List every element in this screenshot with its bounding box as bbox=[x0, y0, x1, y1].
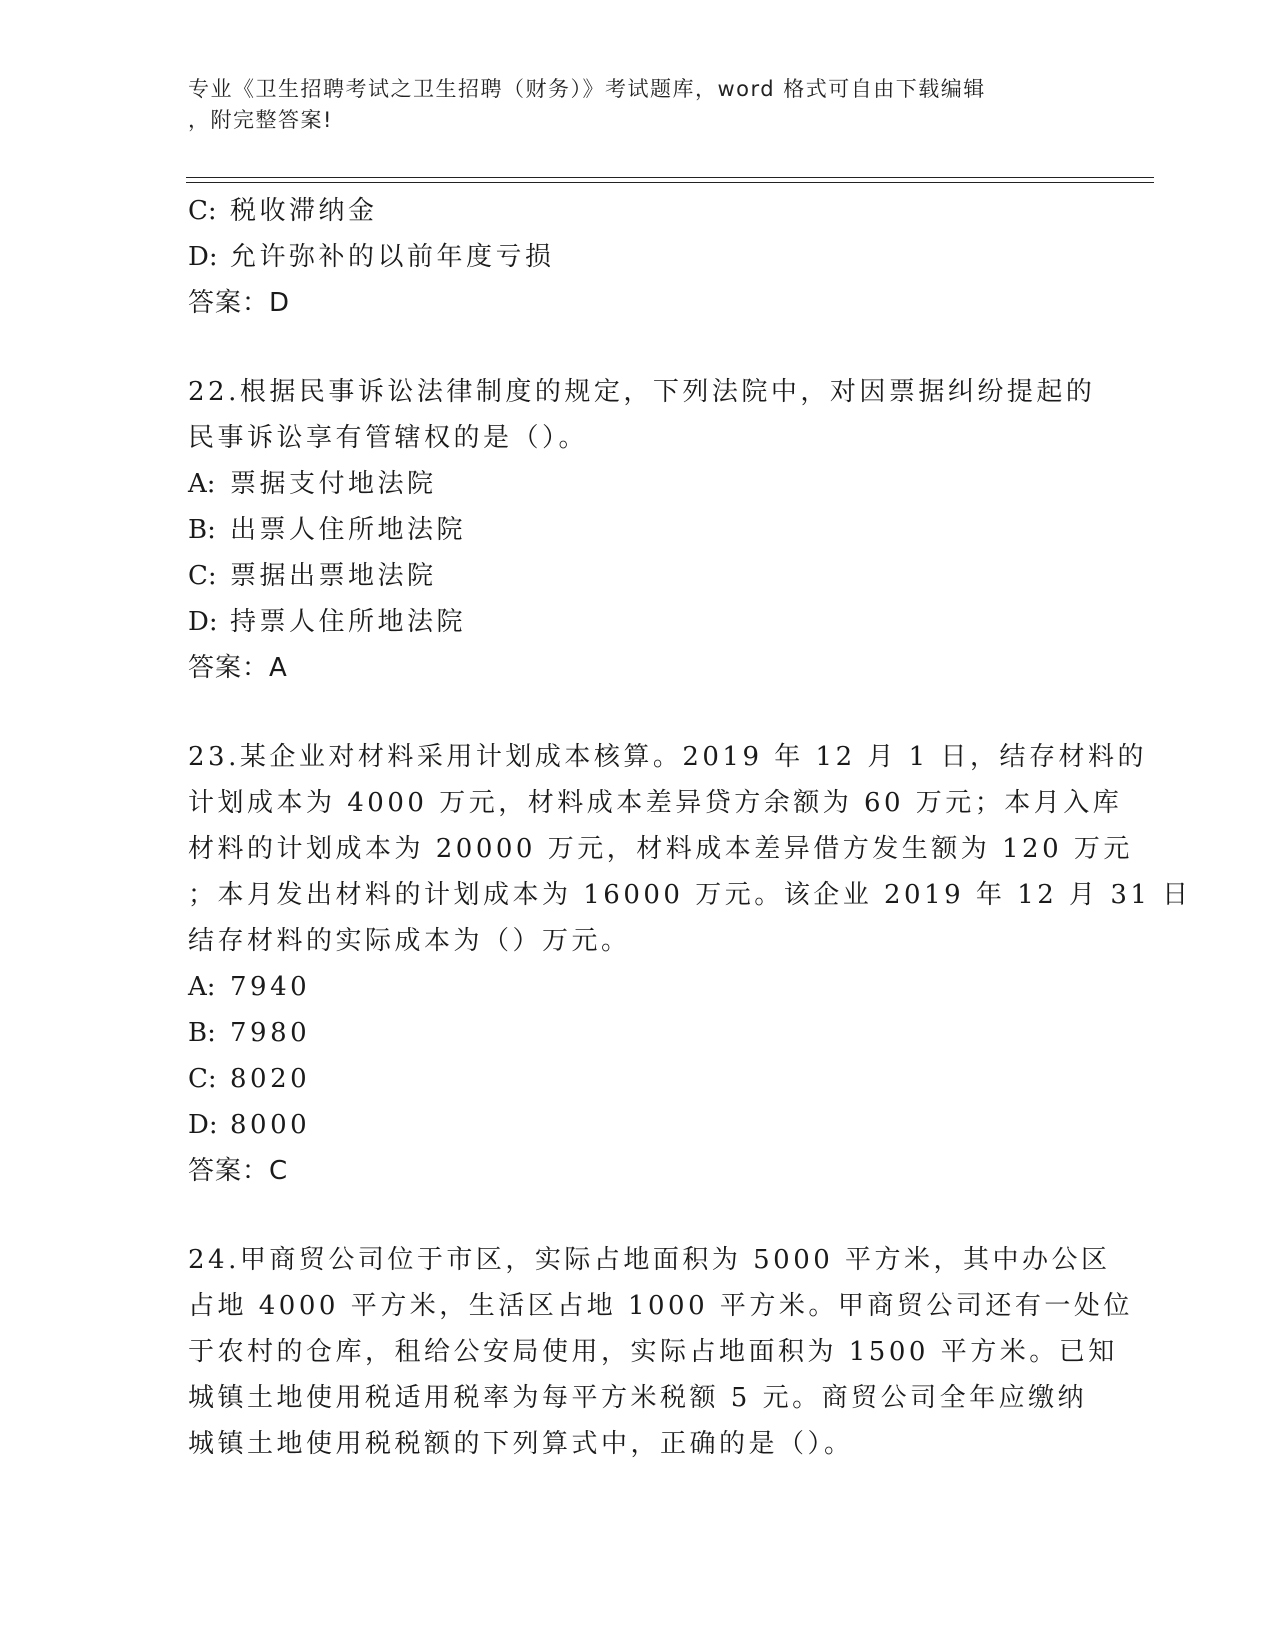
option-label: C: bbox=[188, 1064, 217, 1094]
option-text: 8020 bbox=[230, 1064, 311, 1094]
question-text-line: 于农村的仓库，租给公安局使用，实际占地面积为 1500 平方米。已知 bbox=[188, 1337, 1118, 1367]
option-text: 票据出票地法院 bbox=[230, 561, 437, 591]
answer-line: 答案：D bbox=[188, 288, 291, 318]
option-text: 税收滞纳金 bbox=[230, 196, 378, 226]
option-text: 7940 bbox=[230, 972, 311, 1002]
option-c bbox=[188, 553, 1088, 599]
option-label: B: bbox=[188, 1018, 216, 1048]
option-text: 持票人住所地法院 bbox=[230, 607, 467, 637]
answer-line: 答案：A bbox=[188, 653, 288, 683]
option-c bbox=[188, 188, 1088, 234]
question-text-line: 22.根据民事诉讼法律制度的规定，下列法院中，对因票据纠纷提起的 bbox=[188, 377, 1096, 407]
header-line-1: 专业《卫生招聘考试之卫生招聘（财务）》考试题库，word 格式可自由下载编辑 bbox=[188, 77, 986, 101]
question-text-line: 材料的计划成本为 20000 万元，材料成本差异借方发生额为 120 万元 bbox=[188, 834, 1133, 864]
option-label: C: bbox=[188, 196, 217, 226]
option-b bbox=[188, 507, 1088, 553]
header-rule-top bbox=[186, 177, 1154, 178]
question-text-line: 计划成本为 4000 万元，材料成本差异贷方余额为 60 万元；本月入库 bbox=[188, 788, 1123, 818]
question-text-line: 23.某企业对材料采用计划成本核算。2019 年 12 月 1 日，结存材料的 bbox=[188, 742, 1147, 772]
option-text: 票据支付地法院 bbox=[230, 469, 437, 499]
option-text: 8000 bbox=[230, 1110, 311, 1140]
option-d bbox=[188, 599, 1088, 645]
question-text-line: 24.甲商贸公司位于市区，实际占地面积为 5000 平方米，其中办公区 bbox=[188, 1245, 1111, 1275]
question-text-line: 城镇土地使用税税额的下列算式中，正确的是（）。 bbox=[188, 1429, 854, 1459]
option-label: D: bbox=[188, 607, 218, 637]
option-label: C: bbox=[188, 561, 217, 591]
option-label: A: bbox=[188, 972, 216, 1002]
question-22 bbox=[188, 369, 1096, 461]
option-a bbox=[188, 964, 1088, 1010]
option-a bbox=[188, 461, 1088, 507]
question-text-line: 结存材料的实际成本为（）万元。 bbox=[188, 926, 631, 956]
option-b bbox=[188, 1010, 1088, 1056]
option-label: D: bbox=[188, 242, 218, 272]
document-header bbox=[188, 74, 1068, 136]
option-label: B: bbox=[188, 515, 216, 545]
header-line-2: ，附完整答案! bbox=[188, 108, 333, 132]
document-body bbox=[188, 188, 1192, 1467]
header-rule-bottom bbox=[186, 182, 1154, 183]
option-text: 出票人住所地法院 bbox=[230, 515, 467, 545]
question-text-line: ；本月发出材料的计划成本为 16000 万元。该企业 2019 年 12 月 31 日 bbox=[188, 880, 1192, 910]
option-label: D: bbox=[188, 1110, 218, 1140]
option-d bbox=[188, 234, 1088, 280]
question-text-line: 民事诉讼享有管辖权的是（）。 bbox=[188, 423, 589, 453]
question-text-line: 占地 4000 平方米，生活区占地 1000 平方米。甲商贸公司还有一处位 bbox=[188, 1291, 1133, 1321]
question-24 bbox=[188, 1237, 1133, 1467]
option-d bbox=[188, 1102, 1088, 1148]
answer-line: 答案：C bbox=[188, 1156, 289, 1186]
option-text: 允许弥补的以前年度亏损 bbox=[230, 242, 555, 272]
question-23 bbox=[188, 734, 1192, 964]
question-text-line: 城镇土地使用税适用税率为每平方米税额 5 元。商贸公司全年应缴纳 bbox=[188, 1383, 1088, 1413]
option-text: 7980 bbox=[230, 1018, 311, 1048]
option-c bbox=[188, 1056, 1088, 1102]
option-label: A: bbox=[188, 469, 216, 499]
